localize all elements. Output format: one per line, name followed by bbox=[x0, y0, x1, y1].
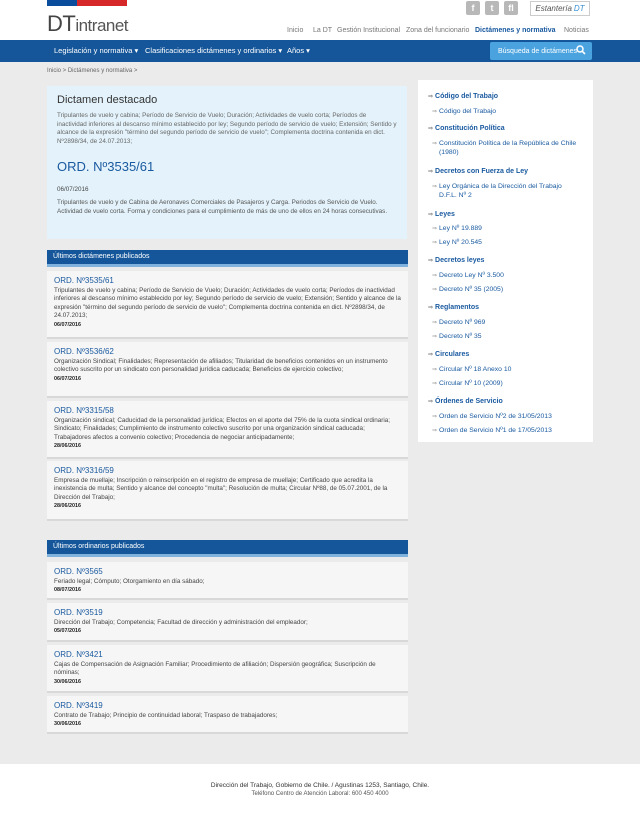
breadcrumb[interactable]: Inicio > Dictámenes y normativa > bbox=[47, 68, 138, 74]
arrow-icon: ⇒ bbox=[432, 334, 438, 340]
sidebar-category[interactable] bbox=[428, 93, 498, 100]
estanteria-link[interactable] bbox=[530, 1, 590, 16]
sidebar-item[interactable] bbox=[432, 139, 587, 157]
ordinario-desc: Contrato de Trabajo; Principio de continuidad laboral; Traspaso de trabajadores; bbox=[54, 712, 278, 719]
footer-address: Dirección del Trabajo, Gobierno de Chile. / Agustinas 1253, Santiago, Chile. bbox=[210, 782, 430, 789]
featured-summary: Tripulantes de vuelo y de Cabina de Aeronaves Comerciales de Pasajeros y Carga. Periodos de Servicio de Vuelo. Actividad de vuelo corta. Forma y condiciones para el cumplimiento de más de uno de ellos en 24 horas consecutivas. bbox=[57, 199, 388, 215]
sidebar-category-label: Reglamentos bbox=[435, 304, 479, 311]
facebook-icon[interactable]: f bbox=[466, 1, 480, 15]
search-dictamenes-button[interactable] bbox=[490, 42, 592, 60]
sidebar-item[interactable] bbox=[432, 285, 587, 295]
dictamen-ord-link[interactable]: ORD. Nº3315/58 bbox=[54, 406, 114, 415]
sidebar-item[interactable] bbox=[432, 379, 587, 389]
sidebar-item-label: Ley Orgánica de la Dirección del Trabajo D.F.L. Nº 2 bbox=[439, 183, 562, 199]
topnav-inicio[interactable]: Inicio bbox=[287, 27, 304, 34]
featured-dictamen bbox=[47, 86, 407, 239]
arrow-icon: ⇒ bbox=[428, 169, 434, 175]
sidebar-item-label: Constitución Política de la República de Chile (1980) bbox=[439, 140, 577, 156]
sidebar-item-label: Decreto Nº 35 (2005) bbox=[439, 286, 504, 293]
sidebar-category-label: Código del Trabajo bbox=[435, 93, 499, 100]
sidebar-item[interactable] bbox=[432, 271, 587, 281]
arrow-icon: ⇒ bbox=[432, 320, 438, 326]
dictamen-date: 28/06/2016 bbox=[54, 503, 81, 510]
arrow-icon: ⇒ bbox=[428, 399, 434, 405]
topnav-gestion[interactable]: Gestión Institucional bbox=[337, 27, 401, 34]
sidebar-item-label: Circular Nº 10 (2009) bbox=[439, 380, 503, 387]
flickr-icon[interactable]: fl bbox=[504, 1, 518, 15]
sidebar-item[interactable] bbox=[432, 365, 587, 375]
arrow-icon: ⇒ bbox=[432, 184, 438, 190]
site-header bbox=[0, 0, 640, 40]
ordinario-ord-link[interactable]: ORD. Nº3519 bbox=[54, 608, 103, 617]
dictamen-ord-link[interactable]: ORD. Nº3316/59 bbox=[54, 466, 114, 475]
sidebar-item-label: Decreto Ley Nº 3.500 bbox=[439, 272, 504, 279]
dictamen-card bbox=[47, 401, 408, 459]
ordinario-ord-link[interactable]: ORD. Nº3565 bbox=[54, 567, 103, 576]
dictamen-ord-link[interactable]: ORD. Nº3535/61 bbox=[54, 276, 114, 285]
twitter-icon[interactable]: t bbox=[485, 1, 499, 15]
flag-bar bbox=[47, 0, 127, 6]
site-footer bbox=[0, 764, 640, 814]
sidebar-category[interactable] bbox=[428, 125, 505, 132]
ordinario-card bbox=[47, 645, 408, 693]
nav-clasificaciones[interactable]: Clasificaciones dictámenes y ordinarios ▾ bbox=[145, 46, 283, 55]
sidebar-item-label: Circular Nº 18 Anexo 10 bbox=[439, 366, 512, 373]
sidebar-category[interactable] bbox=[428, 398, 503, 405]
sidebar-item-label: Ley Nº 20.545 bbox=[439, 239, 482, 246]
topnav-la-dt[interactable]: La DT bbox=[313, 27, 333, 34]
arrow-icon: ⇒ bbox=[432, 287, 438, 293]
sidebar-item[interactable] bbox=[432, 318, 587, 328]
featured-description: Tripulantes de vuelo y cabina; Período de Servicio de Vuelo; Duración; Actividades de vuelo corta; Períodos de inactividad inferiores al descanso mínimo establecido por ley; Segundo período de servicio de vuelo; Extensión; Sentido y alcance de la expresión "término del segundo período de servicio de vuelo"; Complementa doctrina contenida en dict. Nº2898/34, de 24.07.2013; bbox=[57, 112, 397, 145]
sidebar-category-label: Órdenes de Servicio bbox=[435, 398, 503, 405]
featured-ord-link[interactable]: ORD. Nº3535/61 bbox=[57, 159, 155, 174]
dictamen-date: 28/06/2016 bbox=[54, 443, 81, 450]
arrow-icon: ⇒ bbox=[432, 109, 438, 115]
arrow-icon: ⇒ bbox=[432, 273, 438, 279]
ordinario-date: 05/07/2016 bbox=[54, 628, 81, 635]
featured-title: Dictamen destacado bbox=[57, 94, 158, 106]
nav-legislacion[interactable]: Legislación y normativa ▾ bbox=[54, 46, 139, 55]
dictamen-card bbox=[47, 461, 408, 521]
estanteria-label: Estantería bbox=[535, 4, 572, 13]
sidebar-item-label: Código del Trabajo bbox=[439, 108, 497, 115]
ordinario-date: 08/07/2016 bbox=[54, 587, 81, 594]
ordinario-card bbox=[47, 562, 408, 600]
social-links bbox=[466, 1, 518, 15]
ordinario-date: 30/06/2016 bbox=[54, 721, 81, 728]
dictamen-card bbox=[47, 271, 408, 339]
dictamen-date: 06/07/2016 bbox=[54, 375, 81, 382]
arrow-icon: ⇒ bbox=[432, 240, 438, 246]
dictamen-card bbox=[47, 342, 408, 398]
arrow-icon: ⇒ bbox=[432, 367, 438, 373]
ordinarios-header: Últimos ordinarios publicados bbox=[47, 540, 408, 554]
search-icon bbox=[576, 45, 586, 55]
footer-phone: Teléfono Centro de Atención Laboral: 600 450 4000 bbox=[251, 791, 389, 797]
arrow-icon: ⇒ bbox=[428, 94, 434, 100]
sidebar-normativa bbox=[418, 80, 593, 442]
sidebar-item-label: Decreto Nº 969 bbox=[439, 319, 486, 326]
sidebar-item[interactable] bbox=[432, 238, 587, 248]
dictamen-desc: Tripulantes de vuelo y cabina; Período de Servicio de Vuelo; Duración; Actividades de vuelo corta; Períodos de inactividad inferiores al descanso mínimo establecido por ley; Segundo período de servicio de vuelo; Extensión; Sentido y alcance de la expresión "término del segundo período de servicio de vuelo"; Complementa doctrina contenida en dict. Nº2898/34, de 24.07.2013; bbox=[54, 287, 401, 320]
estanteria-dt: DT bbox=[573, 4, 585, 13]
sidebar-category[interactable] bbox=[428, 304, 479, 311]
sidebar-item-label: Orden de Servicio Nº2 de 31/05/2013 bbox=[439, 413, 552, 420]
sidebar-item[interactable] bbox=[432, 224, 587, 234]
arrow-icon: ⇒ bbox=[432, 414, 438, 420]
topnav-noticias[interactable]: Noticias bbox=[564, 27, 589, 34]
topnav-dictamenes[interactable]: Dictámenes y normativa bbox=[475, 27, 556, 34]
arrow-icon: ⇒ bbox=[428, 258, 434, 264]
ordinario-ord-link[interactable]: ORD. Nº3421 bbox=[54, 650, 103, 659]
sidebar-category[interactable] bbox=[428, 168, 528, 175]
dictamen-ord-link[interactable]: ORD. Nº3536/62 bbox=[54, 347, 114, 356]
ordinario-desc: Feriado legal; Cómputo; Otorgamiento en día sábado; bbox=[54, 578, 205, 585]
logo-sub: intranet bbox=[75, 16, 129, 35]
arrow-icon: ⇒ bbox=[428, 212, 434, 218]
sidebar-item-label: Decreto Nº 35 bbox=[439, 333, 482, 340]
arrow-icon: ⇒ bbox=[432, 381, 438, 387]
arrow-icon: ⇒ bbox=[428, 126, 434, 132]
ordinario-card bbox=[47, 603, 408, 642]
dictamen-desc: Empresa de muellaje; Inscripción o reinscripción en el registro de empresa de muellaje; Certificado que acredita la inexistencia de multa; Sentido y alcance del concepto "multa"; Resolución de multa; Circular Nº88, de 05.07.2001, de la Dirección del Trabajo; bbox=[54, 477, 388, 501]
arrow-icon: ⇒ bbox=[432, 226, 438, 232]
sidebar-item[interactable] bbox=[432, 332, 587, 342]
ordinario-date: 30/06/2016 bbox=[54, 678, 81, 685]
sidebar-item[interactable] bbox=[432, 107, 587, 117]
ordinario-desc: Cajas de Compensación de Asignación Familiar; Procedimiento de afiliación; Dispersión geográfica; Suscripción de nóminas; bbox=[54, 661, 376, 677]
sidebar-item[interactable] bbox=[432, 182, 587, 200]
topnav-zona[interactable]: Zona del funcionario bbox=[406, 27, 470, 34]
sidebar-category-label: Leyes bbox=[435, 211, 455, 218]
dictamen-desc: Organización Sindical; Finalidades; Representación de afiliados; Titularidad de beneficios contenidos en un instrumento colectivo suscrito por un sindicato con personalidad jurídica caducada; Beneficios de ejercicio colectivo; bbox=[54, 358, 388, 374]
logo-main: DT bbox=[47, 11, 76, 36]
ordinario-desc: Dirección del Trabajo; Competencia; Facultad de dirección y administración del empleador; bbox=[54, 619, 308, 626]
sidebar-item[interactable] bbox=[432, 412, 587, 422]
sidebar-category-label: Constitución Política bbox=[435, 125, 505, 132]
sidebar-category[interactable] bbox=[428, 257, 484, 264]
arrow-icon: ⇒ bbox=[432, 428, 438, 434]
arrow-icon: ⇒ bbox=[432, 141, 438, 147]
sidebar-category[interactable] bbox=[428, 351, 469, 358]
sidebar-item-label: Orden de Servicio Nº1 de 17/05/2013 bbox=[439, 427, 552, 434]
ordinario-ord-link[interactable]: ORD. Nº3419 bbox=[54, 701, 103, 710]
search-button-label: Búsqueda de dictámenes bbox=[498, 47, 577, 55]
dictamenes-header: Últimos dictámenes publicados bbox=[47, 250, 408, 264]
featured-date: 06/07/2016 bbox=[57, 186, 89, 193]
sidebar-category[interactable] bbox=[428, 211, 455, 218]
sidebar-category-label: Circulares bbox=[435, 351, 470, 358]
sidebar-item[interactable] bbox=[432, 426, 587, 436]
sidebar-category-label: Decretos con Fuerza de Ley bbox=[435, 168, 529, 175]
nav-anos[interactable]: Años ▾ bbox=[287, 46, 310, 55]
arrow-icon: ⇒ bbox=[428, 352, 434, 358]
dictamen-desc: Organización sindical; Caducidad de la personalidad jurídica; Efectos en el aporte del 75% de la cuota sindical ordinaria; Sindicato; Finalidades; Cumplimiento de instrumento colectivo suscrito por una organización sindical caducada; Trabajadores afectos a convenio colectivo; Procedencia de negociar anticipadamente; bbox=[54, 417, 391, 441]
sidebar-category-label: Decretos leyes bbox=[435, 257, 485, 264]
top-nav bbox=[0, 27, 640, 37]
arrow-icon: ⇒ bbox=[428, 305, 434, 311]
dictamen-date: 06/07/2016 bbox=[54, 321, 81, 328]
ordinario-card bbox=[47, 696, 408, 734]
sidebar-item-label: Ley Nº 19.889 bbox=[439, 225, 482, 232]
